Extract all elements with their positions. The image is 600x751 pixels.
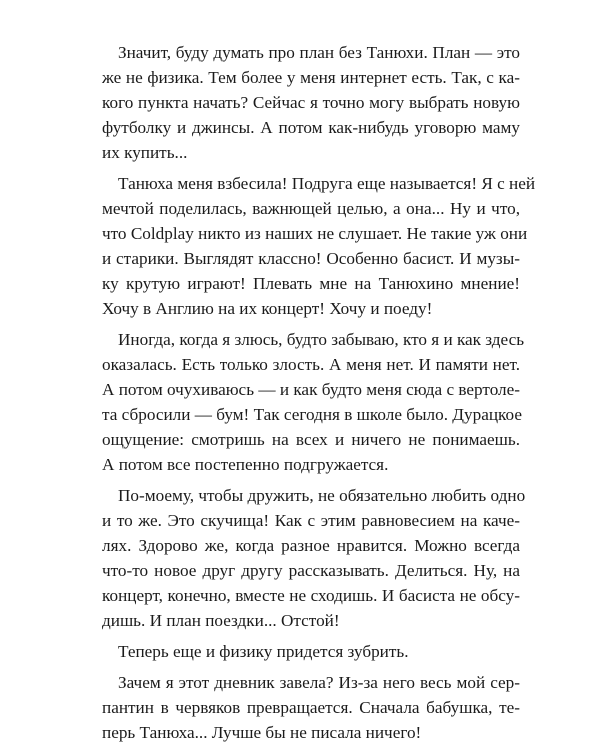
paragraph-3 bbox=[102, 327, 525, 477]
text-line: и то же. Это скучища! Как с этим равновесием на каче- bbox=[102, 511, 520, 530]
paragraph-5 bbox=[102, 639, 520, 664]
text-line: перь Танюха... Лучше бы не писала ничего! bbox=[102, 723, 422, 742]
text-line: А потом все постепенно подгружается. bbox=[102, 455, 389, 474]
paragraph-2 bbox=[102, 171, 536, 321]
text-line: мечтой поделилась, важнющей целью, а она... Ну и что, bbox=[102, 199, 520, 218]
text-line: их купить... bbox=[102, 143, 188, 162]
text-line: По-моему, чтобы дружить, не обязательно любить одно bbox=[118, 486, 526, 505]
text-line: же не физика. Тем более у меня интернет есть. Так, с ка- bbox=[102, 68, 520, 87]
text-line: лях. Здорово же, когда разное нравится. Можно всегда bbox=[102, 536, 520, 555]
paragraph-4 bbox=[102, 483, 526, 633]
text-line: что Coldplay никто из наших не слушает. Не такие уж они bbox=[102, 224, 528, 243]
text-line: дишь. И план поездки... Отстой! bbox=[102, 611, 340, 630]
text-line: А потом очухиваюсь — и как будто меня сюда с вертоле- bbox=[102, 380, 520, 399]
paragraph-1 bbox=[102, 40, 520, 165]
paragraph-6 bbox=[102, 670, 520, 745]
text-line: оказалась. Есть только злость. А меня нет. И памяти нет. bbox=[102, 355, 520, 374]
text-line: кого пункта начать? Сейчас я точно могу выбрать новую bbox=[102, 93, 520, 112]
text-line: пантин в червяков превращается. Сначала бабушка, те- bbox=[102, 698, 520, 717]
text-line: та сбросили — бум! Так сегодня в школе было. Дурацкое bbox=[102, 405, 522, 424]
text-line: и старики. Выглядят классно! Особенно басист. И музы- bbox=[102, 249, 520, 268]
text-line: концерт, конечно, вместе не сходишь. И басиста не обсу- bbox=[102, 586, 520, 605]
text-line: ку крутую играют! Плевать мне на Танюхино мнение! bbox=[102, 274, 520, 293]
text-line: футболку и джинсы. А потом как-нибудь уговорю маму bbox=[102, 118, 520, 137]
text-line: Хочу в Англию на их концерт! Хочу и поеду! bbox=[102, 299, 433, 318]
text-line: Иногда, когда я злюсь, будто забываю, кто я и как здесь bbox=[118, 330, 525, 349]
text-line: что-то новое друг другу рассказывать. Делиться. Ну, на bbox=[102, 561, 520, 580]
book-page bbox=[102, 40, 536, 751]
text-line: Теперь еще и физику придется зубрить. bbox=[118, 642, 409, 661]
text-line: ощущение: смотришь на всех и ничего не понимаешь. bbox=[102, 430, 520, 449]
text-line: Значит, буду думать про план без Танюхи. План — это bbox=[118, 43, 520, 62]
text-line: Зачем я этот дневник завела? Из-за него весь мой сер- bbox=[118, 673, 520, 692]
text-line: Танюха меня взбесила! Подруга еще называется! Я с ней bbox=[118, 174, 536, 193]
